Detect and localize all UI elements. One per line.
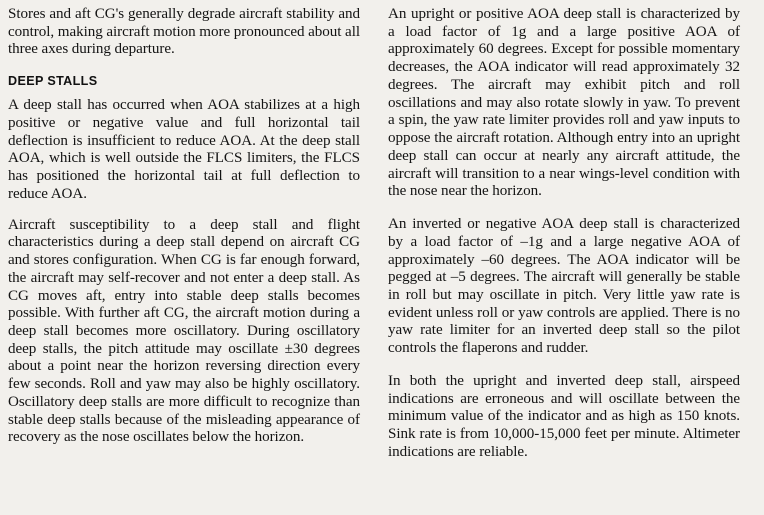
paragraph-deep-stall-susceptibility: Aircraft susceptibility to a deep stall and flight characteristics during a deep stall depend on aircraft CG and stores configuration. When CG is far enough forward, the aircraft may self-recover and not enter a deep stall. As CG moves aft, entry into stable deep stalls becomes possible. With further aft CG, the aircraft motion during a deep stall becomes more oscillatory. During oscillatory deep stalls, the pitch attitude may oscillate ±30 degrees about a point near the horizon reversing direction every few seconds. Roll and yaw may also be highly oscillatory. Oscillatory deep stalls are more difficult to recognize than stable deep stalls because of the misleading appearance of recovery as the nose oscillates below the horizon.: [8, 216, 360, 446]
section-heading-deep-stalls: DEEP STALLS: [8, 74, 98, 89]
left-column: [8, 6, 360, 511]
two-column-layout: [8, 6, 752, 511]
paragraph-upright-deep-stall: An upright or positive AOA deep stall is characterized by a load factor of 1g and a large positive AOA of approximately 60 degrees. Except for possible momentary decreases, the AOA indicator will read approximately 32 degrees. The aircraft may exhibit pitch and roll oscillations and may also rotate slowly in yaw. To prevent a spin, the yaw rate limiter provides roll and yaw inputs to oppose the aircraft rotation. Although entry into an upright deep stall can occur at nearly any aircraft attitude, the aircraft will transition to a near wings-level condition with the nose near the horizon.: [388, 6, 740, 200]
paragraph-inverted-deep-stall: An inverted or negative AOA deep stall is characterized by a load factor of –1g and a large negative AOA of approximately –60 degrees. The AOA indicator will be pegged at –5 degrees. The aircraft will generally be stable in roll but may oscillate in pitch. Very little yaw rate is evident unless roll or yaw controls are applied. There is no yaw rate limiter for an inverted deep stall so the pilot controls the flaperons and rudder.: [388, 216, 740, 357]
right-column: [388, 6, 740, 511]
paragraph-airspeed-indications: In both the upright and inverted deep stall, airspeed indications are erroneous and will oscillate between the minimum value of the indicator and as high as 150 knots. Sink rate is from 10,000-15,000 feet per minute. Altimeter indications are reliable.: [388, 372, 740, 460]
paragraph-departure-characteristics: Stores and aft CG's generally degrade aircraft stability and control, making aircraft motion more pronounced about all three axes during departure.: [8, 6, 360, 58]
paragraph-deep-stall-definition: A deep stall has occurred when AOA stabilizes at a high positive or negative value and full horizontal tail deflection is insufficient to reduce AOA. At the deep stall AOA, which is well outside the FLCS limiters, the FLCS has positioned the horizontal tail at full deflection to reduce AOA.: [8, 97, 360, 202]
